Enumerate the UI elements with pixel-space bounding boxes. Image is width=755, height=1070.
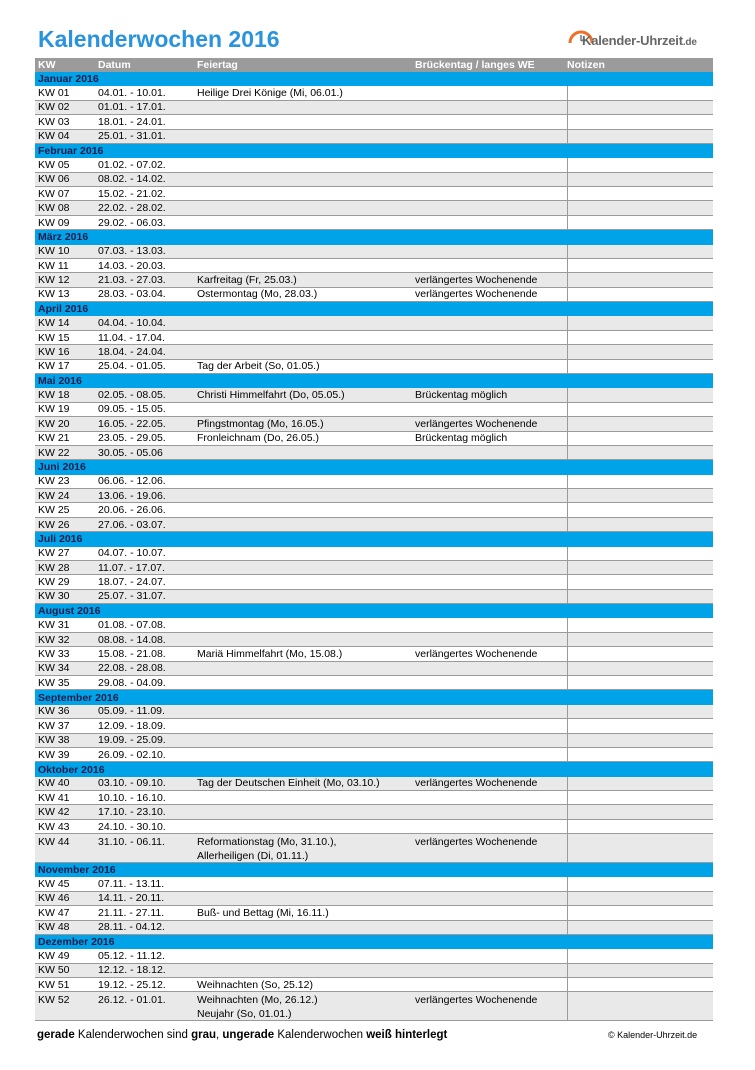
holiday-cell xyxy=(197,87,415,99)
notes-cell[interactable] xyxy=(567,245,713,258)
week-row xyxy=(35,748,713,762)
holiday-cell xyxy=(197,777,415,789)
week-date-range: 12.09. - 18.09. xyxy=(98,719,166,732)
week-row xyxy=(35,662,713,676)
week-row xyxy=(35,949,713,963)
footer-part: weiß hinterlegt xyxy=(366,1029,448,1041)
logo-text-domain: .de xyxy=(682,37,697,48)
week-date-range: 19.12. - 25.12. xyxy=(98,978,166,991)
week-date-range: 07.03. - 13.03. xyxy=(98,245,166,258)
week-date-range: 25.01. - 31.01. xyxy=(98,130,166,143)
week-date-range: 01.02. - 07.02. xyxy=(98,158,166,171)
week-row xyxy=(35,503,713,517)
holiday-text: Weihnachten (So, 25.12) xyxy=(197,978,313,991)
week-number: KW 45 xyxy=(38,878,70,891)
notes-cell[interactable] xyxy=(567,403,713,416)
week-date-range: 25.04. - 01.05. xyxy=(98,360,166,373)
notes-cell[interactable] xyxy=(567,388,713,401)
notes-cell[interactable] xyxy=(567,259,713,272)
week-row xyxy=(35,86,713,100)
week-date-range: 14.03. - 20.03. xyxy=(98,259,166,272)
week-row xyxy=(35,647,713,661)
week-number: KW 06 xyxy=(38,173,70,186)
week-number: KW 03 xyxy=(38,115,70,128)
week-date-range: 28.03. - 03.04. xyxy=(98,288,166,301)
week-number: KW 44 xyxy=(38,836,70,849)
notes-cell[interactable] xyxy=(567,777,713,790)
notes-cell[interactable] xyxy=(567,158,713,171)
holiday-text: Buß- und Bettag (Mi, 16.11.) xyxy=(197,906,329,919)
week-row xyxy=(35,360,713,374)
notes-cell[interactable] xyxy=(567,978,713,991)
week-row xyxy=(35,834,713,863)
bridge-day: verlängertes Wochenende xyxy=(415,417,538,430)
notes-cell[interactable] xyxy=(567,618,713,631)
holiday-text: Mariä Himmelfahrt (Mo, 15.08.) xyxy=(197,647,343,660)
week-date-range: 16.05. - 22.05. xyxy=(98,417,166,430)
week-number: KW 49 xyxy=(38,949,70,962)
week-row xyxy=(35,432,713,446)
month-header: September 2016 xyxy=(35,690,713,704)
week-row xyxy=(35,719,713,733)
holiday-text: Christi Himmelfahrt (Do, 05.05.) xyxy=(197,389,345,402)
holiday-text: Tag der Arbeit (So, 01.05.) xyxy=(197,360,320,373)
week-number: KW 23 xyxy=(38,475,70,488)
week-number: KW 13 xyxy=(38,288,70,301)
logo-text xyxy=(582,33,697,48)
footer-part: , xyxy=(216,1029,223,1041)
week-date-range: 18.07. - 24.07. xyxy=(98,576,166,589)
week-number: KW 41 xyxy=(38,791,70,804)
week-date-range: 08.02. - 14.02. xyxy=(98,173,166,186)
week-row xyxy=(35,633,713,647)
notes-cell[interactable] xyxy=(567,633,713,646)
holiday-text: Reformationstag (Mo, 31.10.), xyxy=(197,836,337,849)
week-row xyxy=(35,618,713,632)
week-row xyxy=(35,734,713,748)
week-date-range: 30.05. - 05.06 xyxy=(98,446,163,459)
week-number: KW 43 xyxy=(38,820,70,833)
notes-cell[interactable] xyxy=(567,360,713,373)
notes-cell[interactable] xyxy=(567,446,713,459)
week-number: KW 18 xyxy=(38,389,70,402)
holiday-cell xyxy=(197,907,415,919)
notes-cell[interactable] xyxy=(567,475,713,488)
week-row xyxy=(35,877,713,891)
holiday-text-2: Neujahr (So, 01.01.) xyxy=(197,1008,292,1021)
holiday-cell xyxy=(197,834,415,863)
notes-cell[interactable] xyxy=(567,676,713,689)
week-date-range: 05.09. - 11.09. xyxy=(98,705,165,718)
week-number: KW 10 xyxy=(38,245,70,258)
week-row xyxy=(35,992,713,1021)
notes-cell[interactable] xyxy=(567,647,713,660)
footer-part: gerade xyxy=(37,1029,75,1041)
notes-cell[interactable] xyxy=(567,964,713,977)
week-date-range: 11.04. - 17.04. xyxy=(98,331,165,344)
week-date-range: 04.04. - 10.04. xyxy=(98,317,166,330)
week-number: KW 04 xyxy=(38,130,70,143)
bridge-day: Brückentag möglich xyxy=(415,389,508,402)
holiday-cell xyxy=(197,648,415,660)
holiday-text: Pfingstmontag (Mo, 16.05.) xyxy=(197,417,324,430)
notes-cell[interactable] xyxy=(567,417,713,430)
notes-cell[interactable] xyxy=(567,187,713,200)
week-row xyxy=(35,288,713,302)
footer-part: grau xyxy=(191,1029,216,1041)
notes-cell[interactable] xyxy=(567,288,713,301)
footer-part: ungerade xyxy=(222,1029,275,1041)
notes-cell[interactable] xyxy=(567,331,713,344)
week-date-range: 21.11. - 27.11. xyxy=(98,906,165,919)
week-number: KW 17 xyxy=(38,360,70,373)
week-number: KW 19 xyxy=(38,403,70,416)
week-number: KW 46 xyxy=(38,892,70,905)
week-row xyxy=(35,245,713,259)
week-number: KW 28 xyxy=(38,561,70,574)
week-number: KW 08 xyxy=(38,202,70,215)
notes-cell[interactable] xyxy=(567,432,713,445)
notes-cell[interactable] xyxy=(567,345,713,358)
week-row xyxy=(35,201,713,215)
week-row xyxy=(35,820,713,834)
week-date-range: 19.09. - 25.09. xyxy=(98,734,166,747)
holiday-text: Ostermontag (Mo, 28.03.) xyxy=(197,288,318,301)
holiday-text-2: Allerheiligen (Di, 01.11.) xyxy=(197,850,309,863)
week-number: KW 31 xyxy=(38,619,70,632)
bridge-day: Brückentag möglich xyxy=(415,432,508,445)
week-row xyxy=(35,547,713,561)
week-date-range: 11.07. - 17.07. xyxy=(98,561,165,574)
col-feiertag: Feiertag xyxy=(197,59,238,71)
week-date-range: 15.08. - 21.08. xyxy=(98,647,166,660)
week-date-range: 04.07. - 10.07. xyxy=(98,547,166,560)
week-number: KW 14 xyxy=(38,317,70,330)
week-row xyxy=(35,101,713,115)
notes-cell[interactable] xyxy=(567,547,713,560)
notes-cell[interactable] xyxy=(567,734,713,747)
week-row xyxy=(35,158,713,172)
notes-cell[interactable] xyxy=(567,575,713,588)
week-date-range: 28.11. - 04.12. xyxy=(98,921,165,934)
week-row xyxy=(35,906,713,920)
calendar-table xyxy=(35,58,713,1021)
week-number: KW 01 xyxy=(38,87,70,100)
week-date-range: 29.02. - 06.03. xyxy=(98,216,166,229)
bridge-day: verlängertes Wochenende xyxy=(415,777,538,790)
week-number: KW 25 xyxy=(38,504,70,517)
week-number: KW 29 xyxy=(38,576,70,589)
week-date-range: 01.08. - 07.08. xyxy=(98,619,166,632)
week-date-range: 06.06. - 12.06. xyxy=(98,475,166,488)
week-row xyxy=(35,316,713,330)
week-date-range: 22.08. - 28.08. xyxy=(98,662,166,675)
week-date-range: 29.08. - 04.09. xyxy=(98,676,166,689)
notes-cell[interactable] xyxy=(567,518,713,531)
notes-cell[interactable] xyxy=(567,86,713,99)
month-header: Oktober 2016 xyxy=(35,762,713,776)
month-header: Mai 2016 xyxy=(35,374,713,388)
week-row xyxy=(35,489,713,503)
notes-cell[interactable] xyxy=(567,877,713,890)
week-row xyxy=(35,115,713,129)
week-date-range: 03.10. - 09.10. xyxy=(98,777,166,790)
week-number: KW 47 xyxy=(38,906,70,919)
bridge-day: verlängertes Wochenende xyxy=(415,647,538,660)
week-number: KW 27 xyxy=(38,547,70,560)
bridge-day: verlängertes Wochenende xyxy=(415,274,538,287)
week-row xyxy=(35,446,713,460)
holiday-text: Tag der Deutschen Einheit (Mo, 03.10.) xyxy=(197,777,380,790)
week-row xyxy=(35,475,713,489)
week-date-range: 27.06. - 03.07. xyxy=(98,518,166,531)
week-date-range: 18.01. - 24.01. xyxy=(98,115,166,128)
holiday-text: Karfreitag (Fr, 25.03.) xyxy=(197,274,297,287)
notes-cell[interactable] xyxy=(567,805,713,818)
week-number: KW 36 xyxy=(38,705,70,718)
bridge-day: verlängertes Wochenende xyxy=(415,288,538,301)
week-number: KW 07 xyxy=(38,187,70,200)
month-header: Juni 2016 xyxy=(35,460,713,474)
week-row xyxy=(35,590,713,604)
week-number: KW 26 xyxy=(38,518,70,531)
footer-part: Kalenderwochen xyxy=(274,1029,367,1041)
week-row xyxy=(35,964,713,978)
notes-cell[interactable] xyxy=(567,273,713,286)
week-number: KW 34 xyxy=(38,662,70,675)
notes-cell[interactable] xyxy=(567,590,713,603)
week-date-range: 26.12. - 01.01. xyxy=(98,994,166,1007)
week-number: KW 37 xyxy=(38,719,70,732)
week-number: KW 20 xyxy=(38,417,70,430)
col-brueckentag: Brückentag / langes WE xyxy=(415,59,535,71)
holiday-cell xyxy=(197,418,415,430)
footer-part: Kalenderwochen sind xyxy=(74,1029,192,1041)
week-row xyxy=(35,561,713,575)
notes-cell[interactable] xyxy=(567,791,713,804)
week-row xyxy=(35,417,713,431)
week-number: KW 15 xyxy=(38,331,70,344)
week-date-range: 10.10. - 16.10. xyxy=(98,791,166,804)
week-row xyxy=(35,331,713,345)
holiday-cell xyxy=(197,288,415,300)
week-number: KW 32 xyxy=(38,633,70,646)
week-row xyxy=(35,777,713,791)
holiday-text: Fronleichnam (Do, 26.05.) xyxy=(197,432,319,445)
notes-cell[interactable] xyxy=(567,834,713,862)
bridge-day: verlängertes Wochenende xyxy=(415,836,538,849)
week-number: KW 40 xyxy=(38,777,70,790)
notes-cell[interactable] xyxy=(567,705,713,718)
week-row xyxy=(35,676,713,690)
notes-cell[interactable] xyxy=(567,992,713,1020)
holiday-cell xyxy=(197,979,415,991)
copyright: © Kalender-Uhrzeit.de xyxy=(608,1030,698,1040)
notes-cell[interactable] xyxy=(567,892,713,905)
notes-cell[interactable] xyxy=(567,662,713,675)
week-number: KW 35 xyxy=(38,676,70,689)
footer-note xyxy=(37,1029,447,1041)
week-number: KW 22 xyxy=(38,446,70,459)
table-body xyxy=(35,72,713,1021)
week-row xyxy=(35,805,713,819)
month-header: Juli 2016 xyxy=(35,532,713,546)
week-date-range: 12.12. - 18.12. xyxy=(98,964,166,977)
week-date-range: 15.02. - 21.02. xyxy=(98,187,166,200)
notes-cell[interactable] xyxy=(567,921,713,934)
notes-cell[interactable] xyxy=(567,115,713,128)
week-row xyxy=(35,130,713,144)
week-row xyxy=(35,173,713,187)
holiday-cell xyxy=(197,432,415,444)
week-row xyxy=(35,705,713,719)
week-date-range: 31.10. - 06.11. xyxy=(98,836,165,849)
week-number: KW 48 xyxy=(38,921,70,934)
week-number: KW 39 xyxy=(38,748,70,761)
week-number: KW 16 xyxy=(38,345,70,358)
week-date-range: 23.05. - 29.05. xyxy=(98,432,166,445)
week-row xyxy=(35,978,713,992)
week-row xyxy=(35,518,713,532)
week-date-range: 02.05. - 08.05. xyxy=(98,389,166,402)
week-date-range: 09.05. - 15.05. xyxy=(98,403,166,416)
page-title: Kalenderwochen 2016 xyxy=(38,26,280,52)
week-row xyxy=(35,273,713,287)
notes-cell[interactable] xyxy=(567,130,713,143)
week-date-range: 05.12. - 11.12. xyxy=(98,949,165,962)
notes-cell[interactable] xyxy=(567,201,713,214)
week-number: KW 33 xyxy=(38,647,70,660)
week-row xyxy=(35,575,713,589)
holiday-cell xyxy=(197,360,415,372)
notes-cell[interactable] xyxy=(567,906,713,919)
week-row xyxy=(35,187,713,201)
week-date-range: 25.07. - 31.07. xyxy=(98,590,166,603)
week-date-range: 04.01. - 10.01. xyxy=(98,87,166,100)
month-header: Februar 2016 xyxy=(35,144,713,158)
week-date-range: 24.10. - 30.10. xyxy=(98,820,166,833)
table-header xyxy=(35,58,713,72)
week-number: KW 12 xyxy=(38,274,70,287)
week-number: KW 05 xyxy=(38,158,70,171)
week-number: KW 51 xyxy=(38,978,70,991)
notes-cell[interactable] xyxy=(567,748,713,761)
week-number: KW 21 xyxy=(38,432,70,445)
week-date-range: 22.02. - 28.02. xyxy=(98,202,166,215)
month-header: August 2016 xyxy=(35,604,713,618)
week-date-range: 18.04. - 24.04. xyxy=(98,345,166,358)
week-date-range: 17.10. - 23.10. xyxy=(98,806,166,819)
week-row xyxy=(35,259,713,273)
week-date-range: 26.09. - 02.10. xyxy=(98,748,166,761)
holiday-cell xyxy=(197,389,415,401)
notes-cell[interactable] xyxy=(567,173,713,186)
notes-cell[interactable] xyxy=(567,820,713,833)
bridge-day: verlängertes Wochenende xyxy=(415,994,538,1007)
week-number: KW 02 xyxy=(38,101,70,114)
notes-cell[interactable] xyxy=(567,216,713,229)
notes-cell[interactable] xyxy=(567,719,713,732)
notes-cell[interactable] xyxy=(567,101,713,114)
month-header: November 2016 xyxy=(35,863,713,877)
month-header: Dezember 2016 xyxy=(35,935,713,949)
notes-cell[interactable] xyxy=(567,503,713,516)
week-number: KW 09 xyxy=(38,216,70,229)
month-header: Januar 2016 xyxy=(35,72,713,86)
month-header: April 2016 xyxy=(35,302,713,316)
week-date-range: 01.01. - 17.01. xyxy=(98,101,166,114)
week-row xyxy=(35,388,713,402)
holiday-text: Weihnachten (Mo, 26.12.) xyxy=(197,994,318,1007)
holiday-cell xyxy=(197,992,415,1021)
week-number: KW 52 xyxy=(38,994,70,1007)
week-number: KW 50 xyxy=(38,964,70,977)
week-number: KW 42 xyxy=(38,806,70,819)
week-row xyxy=(35,403,713,417)
notes-cell[interactable] xyxy=(567,489,713,502)
week-number: KW 11 xyxy=(38,259,69,272)
week-number: KW 30 xyxy=(38,590,70,603)
week-row xyxy=(35,216,713,230)
week-number: KW 24 xyxy=(38,489,70,502)
month-header: März 2016 xyxy=(35,230,713,244)
col-kw: KW xyxy=(38,59,56,71)
week-date-range: 21.03. - 27.03. xyxy=(98,274,166,287)
week-date-range: 14.11. - 20.11. xyxy=(98,892,165,905)
week-row xyxy=(35,921,713,935)
week-date-range: 08.08. - 14.08. xyxy=(98,633,166,646)
col-notizen: Notizen xyxy=(567,59,605,71)
week-row xyxy=(35,345,713,359)
holiday-text: Heilige Drei Könige (Mi, 06.01.) xyxy=(197,87,343,100)
notes-cell[interactable] xyxy=(567,949,713,962)
week-number: KW 38 xyxy=(38,734,70,747)
logo-text-main: Kalender-Uhrzeit xyxy=(582,33,683,48)
week-date-range: 07.11. - 13.11. xyxy=(98,878,165,891)
week-row xyxy=(35,892,713,906)
notes-cell[interactable] xyxy=(567,561,713,574)
week-row xyxy=(35,791,713,805)
week-date-range: 20.06. - 26.06. xyxy=(98,504,166,517)
week-date-range: 13.06. - 19.06. xyxy=(98,489,166,502)
notes-cell[interactable] xyxy=(567,316,713,329)
holiday-cell xyxy=(197,274,415,286)
col-datum: Datum xyxy=(98,59,131,71)
